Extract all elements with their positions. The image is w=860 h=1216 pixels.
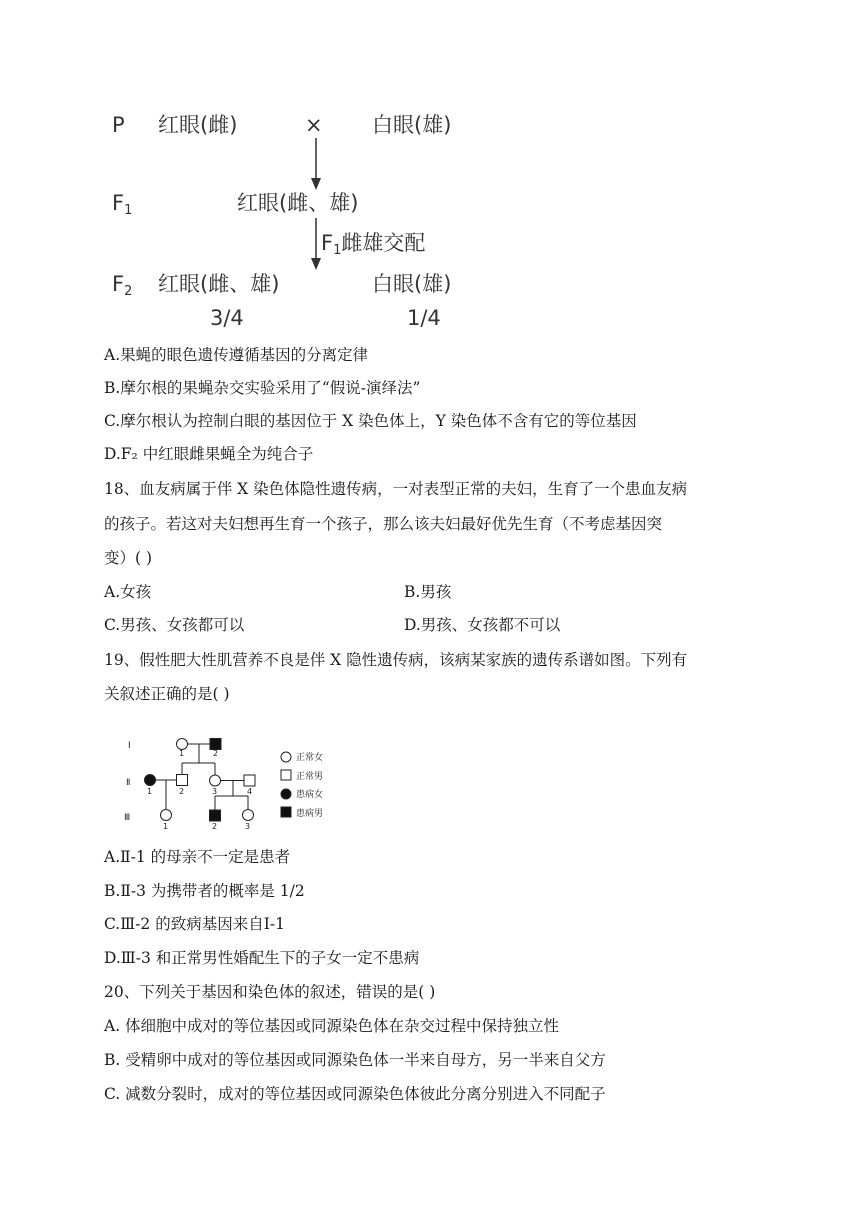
legend-affected-female-symbol [281, 789, 291, 799]
q19-option-d: D.Ⅲ-3 和正常男性婚配生下的子女一定不患病 [104, 949, 420, 967]
number-II-3: 3 [212, 787, 218, 796]
number-I-2: 2 [213, 749, 219, 758]
pedigree-chart [118, 732, 348, 832]
f1-phenotype: 红眼(雌、雄) [237, 191, 359, 215]
f2-label: F2 [112, 272, 133, 299]
mating-label: F1雌雄交配 [321, 231, 426, 258]
q18-stem-line-2: 的孩子。若这对夫妇想再生育一个孩子，那么该夫妇最好优先生育（不考虑基因突 [104, 515, 663, 533]
q17-option-d: D.F₂ 中红眼雌果蝇全为纯合子 [104, 445, 314, 463]
generation-label-2: Ⅱ [126, 778, 131, 788]
person-II-2 [177, 775, 188, 786]
p-male: 白眼(雄) [372, 113, 452, 137]
number-III-1: 1 [163, 822, 169, 831]
q17-option-c: C.摩尔根认为控制白眼的基因位于 X 染色体上，Y 染色体不含有它的等位基因 [104, 412, 637, 430]
person-III-3 [243, 810, 254, 821]
legend-normal-male: 正常男 [296, 772, 324, 782]
legend-normal-male-symbol [281, 770, 291, 780]
q18-stem-line-1: 18、血友病属于伴 X 染色体隐性遗传病，一对表型正常的夫妇，生育了一个患血友病 [104, 480, 688, 498]
number-II-1: 1 [147, 787, 153, 796]
cross-sign: × [305, 113, 323, 137]
q19-stem-line-1: 19、假性肥大性肌营养不良是伴 X 隐性遗传病，该病某家族的遗传系谱如图。下列有 [104, 651, 688, 669]
q18-option-b: B.男孩 [404, 583, 452, 601]
ratio-red: 3/4 [210, 306, 244, 330]
q19-option-a: A.Ⅱ-1 的母亲不一定是患者 [104, 848, 291, 866]
number-III-3: 3 [245, 822, 251, 831]
q20-option-a: A. 体细胞中成对的等位基因或同源染色体在杂交过程中保持独立性 [104, 1017, 560, 1035]
f2-red: 红眼(雌、雄) [158, 272, 280, 296]
arrow-head-2 [311, 258, 321, 270]
person-III-1 [161, 810, 172, 821]
p-label: P [112, 113, 125, 137]
q17-option-a: A.果蝇的眼色遗传遵循基因的分离定律 [104, 346, 369, 364]
cross-diagram [100, 100, 500, 335]
q18-option-a: A.女孩 [104, 583, 152, 601]
q18-option-d: D.男孩、女孩都不可以 [404, 616, 561, 634]
q18-stem-line-3: 变）( ) [104, 549, 153, 567]
q19-option-b: B.Ⅱ-3 为携带者的概率是 1/2 [104, 882, 305, 900]
generation-label-1: Ⅰ [128, 741, 131, 751]
q20-option-b: B. 受精卵中成对的等位基因或同源染色体一半来自母方，另一半来自父方 [104, 1051, 606, 1069]
legend-affected-male: 患病男 [296, 809, 324, 819]
legend-affected-male-symbol [281, 807, 291, 817]
person-II-3 [210, 775, 221, 786]
person-I-2 [210, 739, 221, 750]
q18-option-c: C.男孩、女孩都可以 [104, 616, 245, 634]
legend-normal-female: 正常女 [296, 753, 324, 763]
generation-label-3: Ⅲ [124, 813, 131, 823]
person-II-1 [145, 775, 156, 786]
person-I-1 [177, 739, 188, 750]
legend-normal-female-symbol [281, 752, 291, 762]
q20-stem: 20、下列关于基因和染色体的叙述，错误的是( ) [104, 983, 436, 1001]
person-III-2 [210, 810, 221, 821]
q19-stem-line-2: 关叙述正确的是( ) [104, 685, 230, 703]
legend-affected-female: 患病女 [296, 790, 324, 800]
p-female: 红眼(雌) [158, 113, 238, 137]
arrow-head-1 [311, 178, 321, 190]
number-II-2: 2 [179, 787, 185, 796]
f1-label: F1 [112, 191, 133, 218]
q17-option-b: B.摩尔根的果蝇杂交实验采用了“假说-演绎法” [104, 379, 421, 397]
f2-white: 白眼(雄) [372, 272, 452, 296]
number-III-2: 2 [212, 822, 218, 831]
person-II-4 [244, 775, 255, 786]
number-II-4: 4 [247, 787, 253, 796]
number-I-1: 1 [179, 749, 185, 758]
q19-option-c: C.Ⅲ-2 的致病基因来自Ⅰ-1 [104, 915, 285, 933]
ratio-white: 1/4 [407, 306, 441, 330]
q20-option-c: C. 减数分裂时，成对的等位基因或同源染色体彼此分离分别进入不同配子 [104, 1085, 606, 1103]
